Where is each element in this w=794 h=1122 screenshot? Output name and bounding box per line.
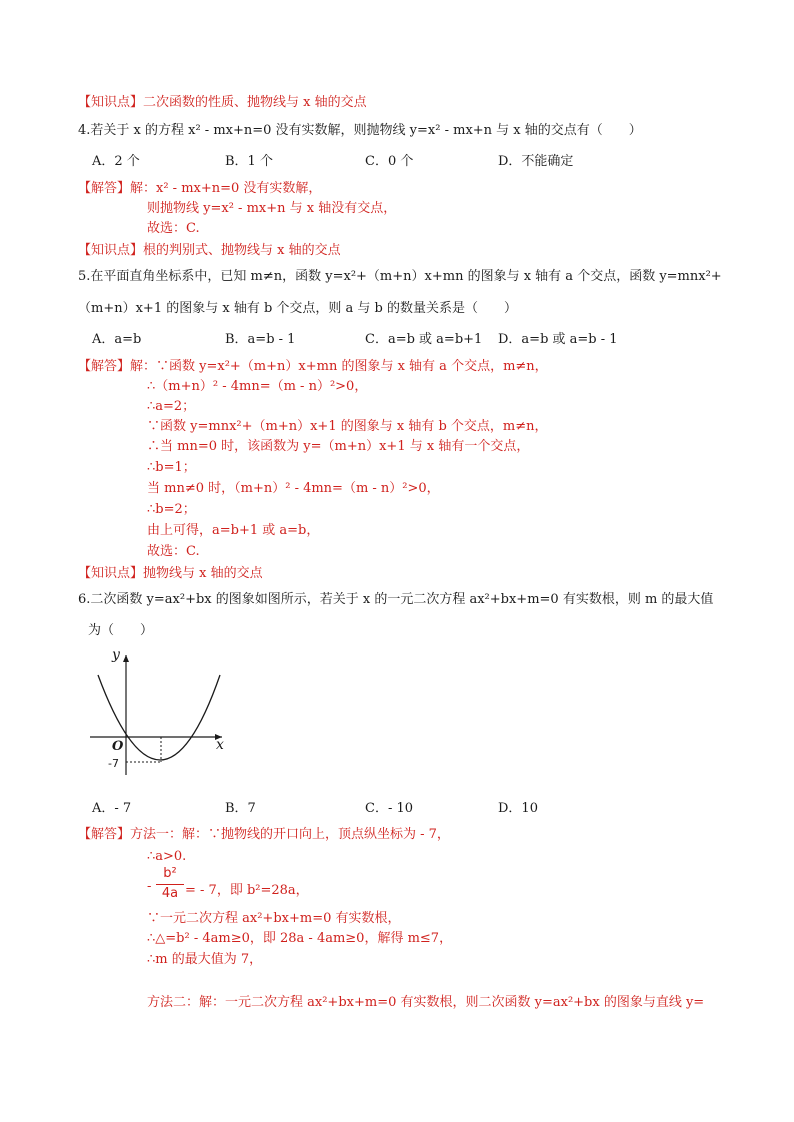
fraction-rest: = - 7，即 b²=28a， bbox=[185, 883, 309, 898]
fraction-minus-sign: - bbox=[147, 879, 152, 894]
question-6-stem-line-1: 6.二次函数 y=ax²+bx 的图象如图所示，若关于 x 的一元二次方程 ax²+bx+m=0 有实数根，则 m 的最大值 bbox=[78, 592, 714, 607]
q5-answer-line-6: ∴b=1； bbox=[147, 460, 196, 475]
q6-answer-fraction-line bbox=[147, 866, 347, 906]
choice-a: A．- 7 bbox=[92, 801, 132, 816]
q5-answer-line-5: ∴当 mn=0 时，该函数为 y=（m+n）x+1 与 x 轴有一个交点， bbox=[147, 439, 530, 454]
q5-answer-line-10: 故选：C. bbox=[147, 544, 200, 559]
origin-label: O bbox=[112, 739, 124, 754]
choice-b: B．a=b - 1 bbox=[225, 332, 296, 347]
q6-answer-line-2: ∴a>0. bbox=[147, 849, 187, 864]
q5-answer-line-1: 【解答】解：∵函数 y=x²+（m+n）x+mn 的图象与 x 轴有 a 个交点，m≠n， bbox=[78, 359, 548, 374]
q4-answer-line-3: 故选：C. bbox=[147, 221, 200, 236]
q5-answer-line-7: 当 mn≠0 时，（m+n）² - 4mn=（m - n）²>0， bbox=[147, 481, 440, 496]
choice-d: D．a=b 或 a=b - 1 bbox=[498, 332, 618, 347]
choice-d: D．10 bbox=[498, 801, 538, 816]
q6-answer-line-5: ∴△=b² - 4am≥0，即 28a - 4am≥0，解得 m≤7， bbox=[147, 931, 453, 946]
choice-a: A．2 个 bbox=[92, 154, 140, 169]
choice-c: C．a=b 或 a=b+1 bbox=[365, 332, 483, 347]
knowledge-point-3: 【知识点】抛物线与 x 轴的交点 bbox=[78, 566, 263, 581]
q4-answer-line-1: 【解答】解：x² - mx+n=0 没有实数解， bbox=[78, 181, 322, 196]
question-4-stem: 4.若关于 x 的方程 x² - mx+n=0 没有实数解，则抛物线 y=x² - mx+n 与 x 轴的交点有（ ） bbox=[78, 123, 642, 138]
q5-answer-line-9: 由上可得，a=b+1 或 a=b， bbox=[147, 523, 320, 538]
question-5-stem-line-2: （m+n）x+1 的图象与 x 轴有 b 个交点，则 a 与 b 的数量关系是（ ） bbox=[78, 301, 518, 316]
q5-answer-line-8: ∴b=2； bbox=[147, 502, 196, 517]
x-axis-label: x bbox=[216, 737, 224, 753]
q5-answer-line-4: ∵函数 y=mnx²+（m+n）x+1 的图象与 x 轴有 b 个交点，m≠n， bbox=[147, 419, 548, 434]
choice-c: C．- 10 bbox=[365, 801, 414, 816]
choice-d: D．不能确定 bbox=[498, 154, 574, 169]
choice-c: C．0 个 bbox=[365, 154, 414, 169]
fraction-bar bbox=[156, 884, 184, 885]
q6-answer-line-7: 方法二：解：一元二次方程 ax²+bx+m=0 有实数根，则二次函数 y=ax²+bx 的图象与直线 y= bbox=[147, 995, 705, 1010]
choice-b: B．1 个 bbox=[225, 154, 273, 169]
y-axis-label: y bbox=[112, 647, 120, 663]
y-axis-arrow bbox=[123, 655, 129, 662]
knowledge-point-1: 【知识点】二次函数的性质、抛物线与 x 轴的交点 bbox=[78, 95, 367, 110]
q6-answer-line-6: ∴m 的最大值为 7， bbox=[147, 952, 263, 967]
q6-answer-line-1: 【解答】方法一：解：∵抛物线的开口向上，顶点纵坐标为 - 7， bbox=[78, 827, 450, 842]
vertex-y-label: -7 bbox=[108, 757, 119, 770]
question-6-stem-line-2: 为（ ） bbox=[88, 623, 154, 638]
q5-answer-line-2: ∴（m+n）² - 4mn=（m - n）²>0， bbox=[147, 379, 368, 394]
fraction-numerator: b² bbox=[163, 866, 177, 881]
q5-answer-line-3: ∴a=2； bbox=[147, 399, 196, 414]
parabola-graph bbox=[82, 645, 232, 777]
fraction-denominator: 4a bbox=[161, 886, 179, 901]
q6-answer-line-4: ∵一元二次方程 ax²+bx+m=0 有实数根， bbox=[147, 911, 401, 926]
choice-b: B．7 bbox=[225, 801, 256, 816]
question-5-stem-line-1: 5.在平面直角坐标系中，已知 m≠n，函数 y=x²+（m+n）x+mn 的图象与 x 轴有 a 个交点，函数 y=mnx²+ bbox=[78, 269, 722, 284]
q4-answer-line-2: 则抛物线 y=x² - mx+n 与 x 轴没有交点， bbox=[147, 201, 397, 216]
knowledge-point-2: 【知识点】根的判别式、抛物线与 x 轴的交点 bbox=[78, 243, 341, 258]
choice-a: A．a=b bbox=[92, 332, 142, 347]
